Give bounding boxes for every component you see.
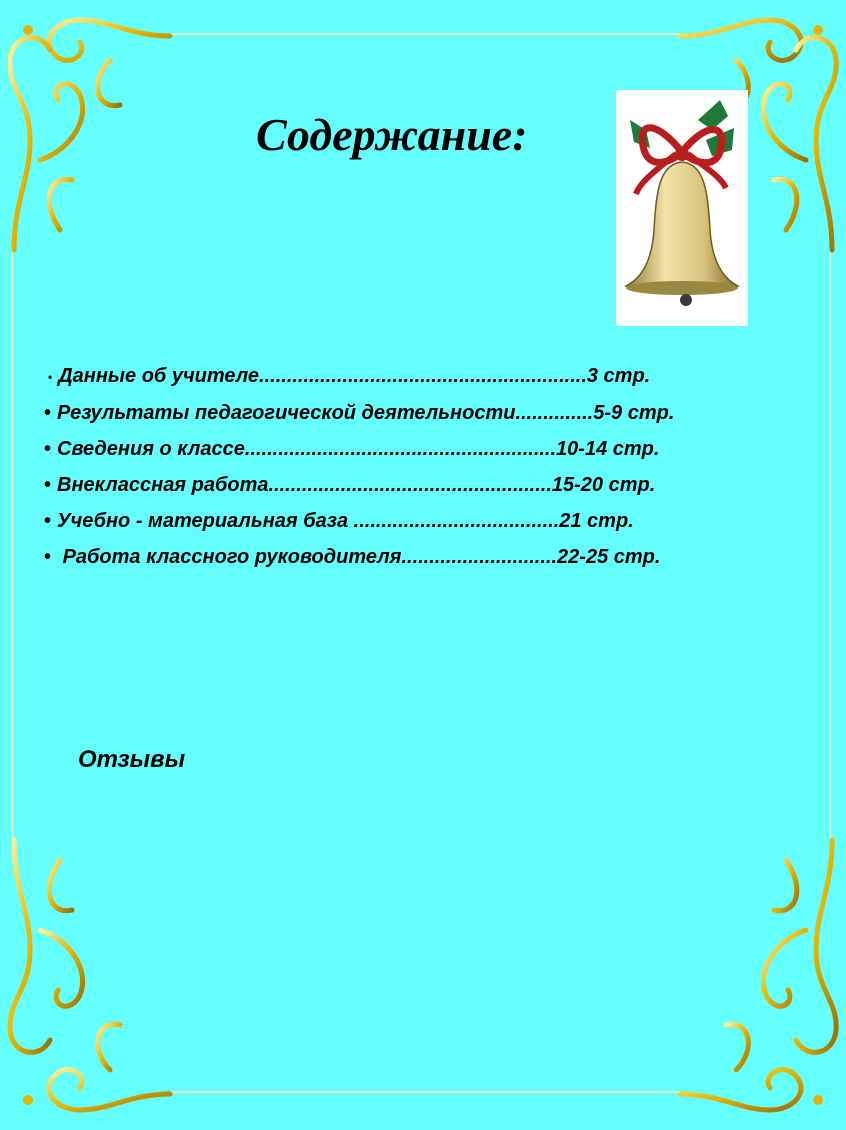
toc-item-text: Сведения о классе........................................................10-14 стр. — [57, 437, 660, 460]
toc-item-text: Результаты педагогической деятельности..............5-9 стр. — [57, 401, 675, 424]
bullet: • — [44, 473, 52, 496]
toc-item-material-base — [44, 503, 784, 539]
toc-item-class-teacher-work — [44, 539, 784, 575]
table-of-contents — [44, 358, 784, 575]
bell-image — [616, 90, 748, 326]
toc-item-results — [44, 395, 784, 431]
toc-item-text: Работа классного руководителя............................22-25 стр. — [57, 545, 661, 568]
toc-item-class-info — [44, 431, 784, 467]
toc-item-teacher — [44, 358, 784, 395]
bullet: • — [44, 437, 52, 460]
toc-item-text: Учебно - материальная база .....................................21 стр. — [57, 509, 634, 532]
toc-item-extracurricular — [44, 467, 784, 503]
bullet: • — [44, 509, 52, 532]
toc-item-text: Внеклассная работа...................................................15-20 стр. — [57, 473, 656, 496]
bullet: • — [44, 545, 52, 568]
page-title: Содержание: — [256, 109, 528, 160]
bullet: • — [44, 401, 52, 424]
bullet: • — [48, 369, 53, 384]
bell-icon — [616, 90, 748, 326]
toc-item-text: Данные об учителе...........................................................3 стр. — [58, 365, 651, 387]
toc-item-reviews: Отзывы — [78, 746, 186, 773]
